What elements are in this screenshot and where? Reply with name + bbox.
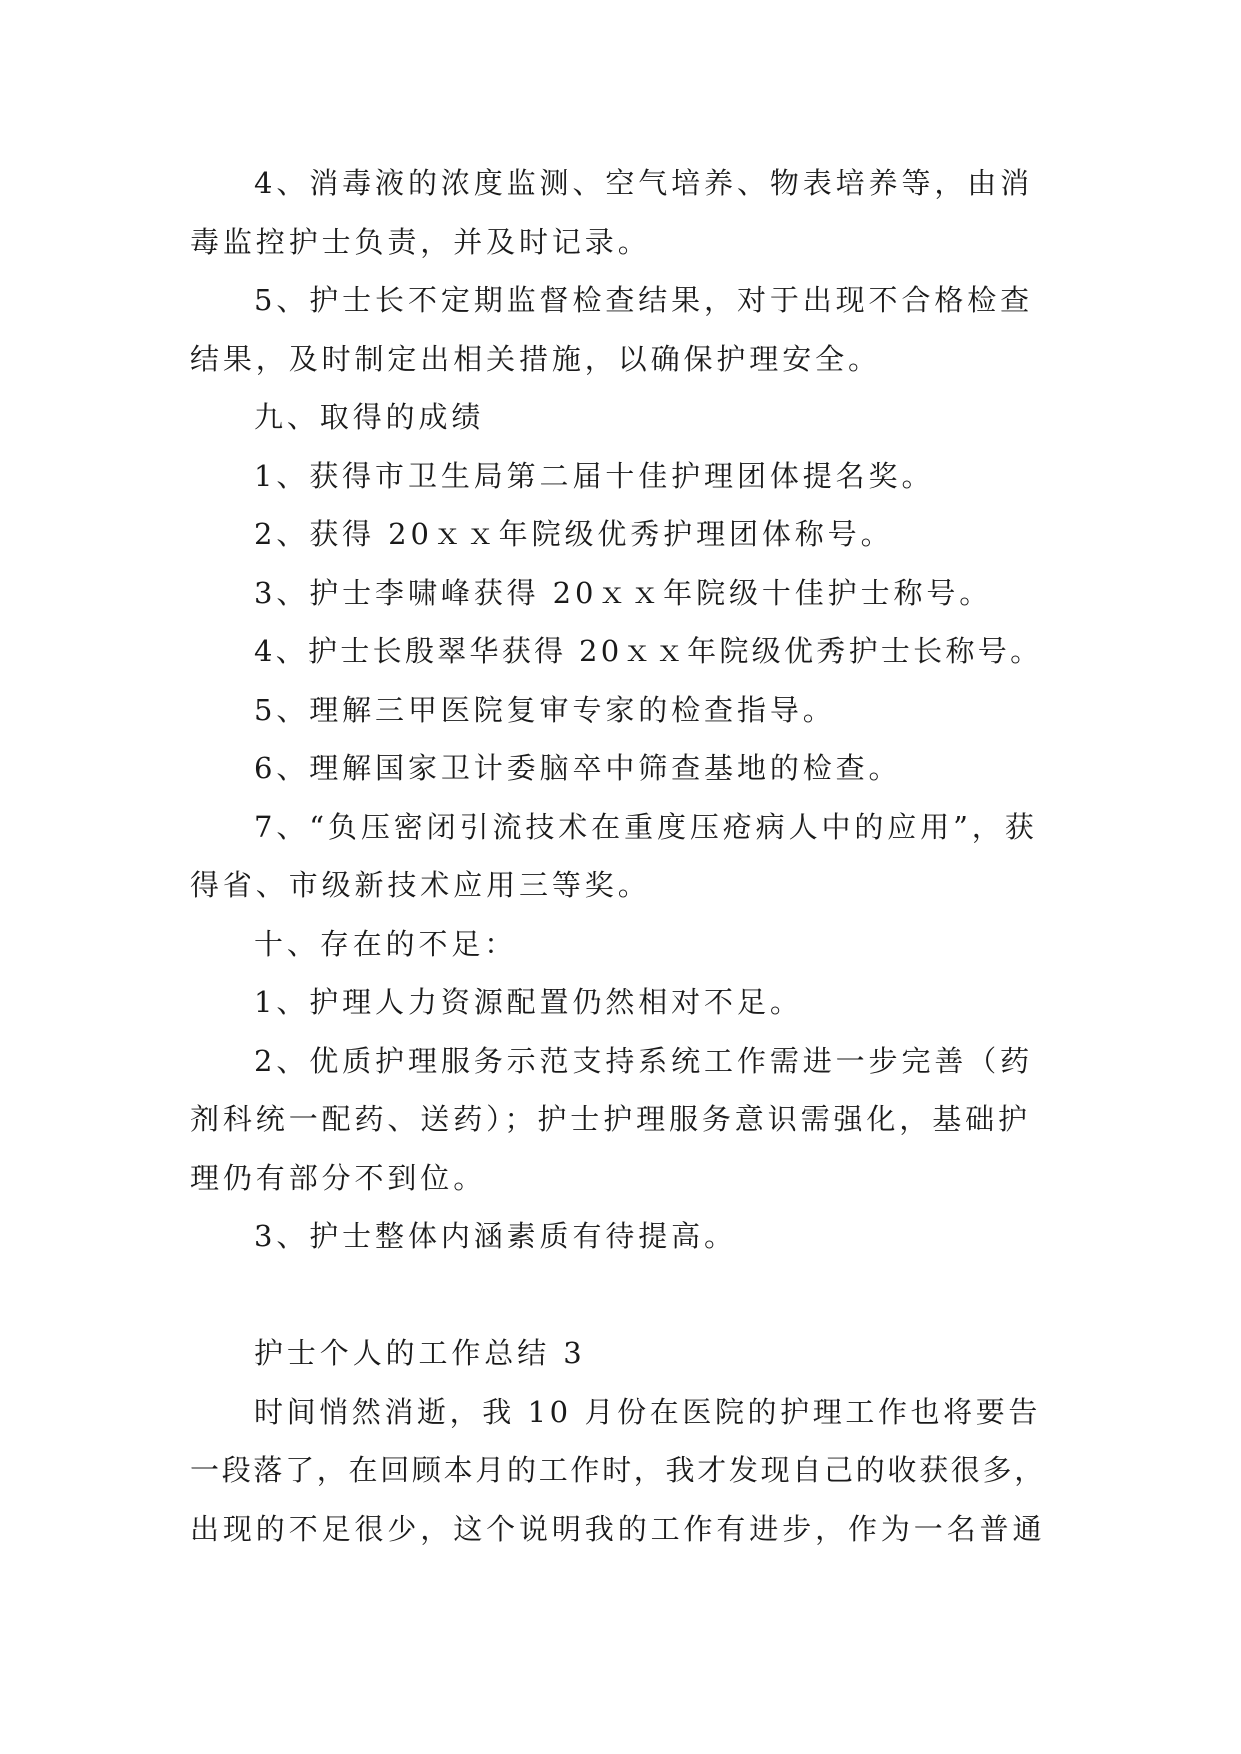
paragraph-line: 毒监控护士负责，并及时记录。 <box>190 224 651 259</box>
paragraph-line: 5、护士长不定期监督检查结果，对于出现不合格检查 <box>254 283 1034 317</box>
list-item: 4、护士长殷翠华获得 20ｘｘ年院级优秀护士长称号。 <box>254 634 1043 668</box>
paragraph-line: 得省、市级新技术应用三等奖。 <box>190 868 651 902</box>
paragraph-line: 出现的不足很少，这个说明我的工作有进步，作为一名普通 <box>190 1511 1046 1546</box>
section-heading: 九、取得的成绩 <box>254 400 485 434</box>
paragraph-line: 结果，及时制定出相关措施，以确保护理安全。 <box>190 341 881 376</box>
article-title: 护士个人的工作总结 3 <box>254 1336 586 1370</box>
list-item: 1、获得市卫生局第二届十佳护理团体提名奖。 <box>254 458 935 493</box>
paragraph-line: 理仍有部分不到位。 <box>190 1160 487 1195</box>
paragraph-line: 一段落了，在回顾本月的工作时，我才发现自己的收获很多， <box>190 1453 1046 1487</box>
section-heading: 十、存在的不足： <box>254 926 518 961</box>
list-item: 2、优质护理服务示范支持系统工作需进一步完善（药 <box>254 1043 1034 1078</box>
paragraph-line: 4、消毒液的浓度监测、空气培养、物表培养等，由消 <box>254 166 1034 200</box>
document-body <box>190 154 1048 1558</box>
paragraph-line: 时间悄然消逝，我 10 月份在医院的护理工作也将要告 <box>254 1394 1041 1429</box>
list-item: 3、护士整体内涵素质有待提高。 <box>254 1219 737 1253</box>
list-item: 7、“负压密闭引流技术在重度压疮病人中的应用”，获 <box>254 809 1038 844</box>
list-item: 3、护士李啸峰获得 20ｘｘ年院级十佳护士称号。 <box>254 575 993 610</box>
list-item: 1、护理人力资源配置仍然相对不足。 <box>254 985 803 1019</box>
blank-line <box>190 1266 1048 1325</box>
list-item: 6、理解国家卫计委脑卒中筛查基地的检查。 <box>254 751 902 785</box>
list-item: 5、理解三甲医院复审专家的检查指导。 <box>254 692 836 727</box>
paragraph-line: 剂科统一配药、送药）；护士护理服务意识需强化，基础护 <box>190 1102 1031 1136</box>
list-item: 2、获得 20ｘｘ年院级优秀护理团体称号。 <box>254 517 894 551</box>
